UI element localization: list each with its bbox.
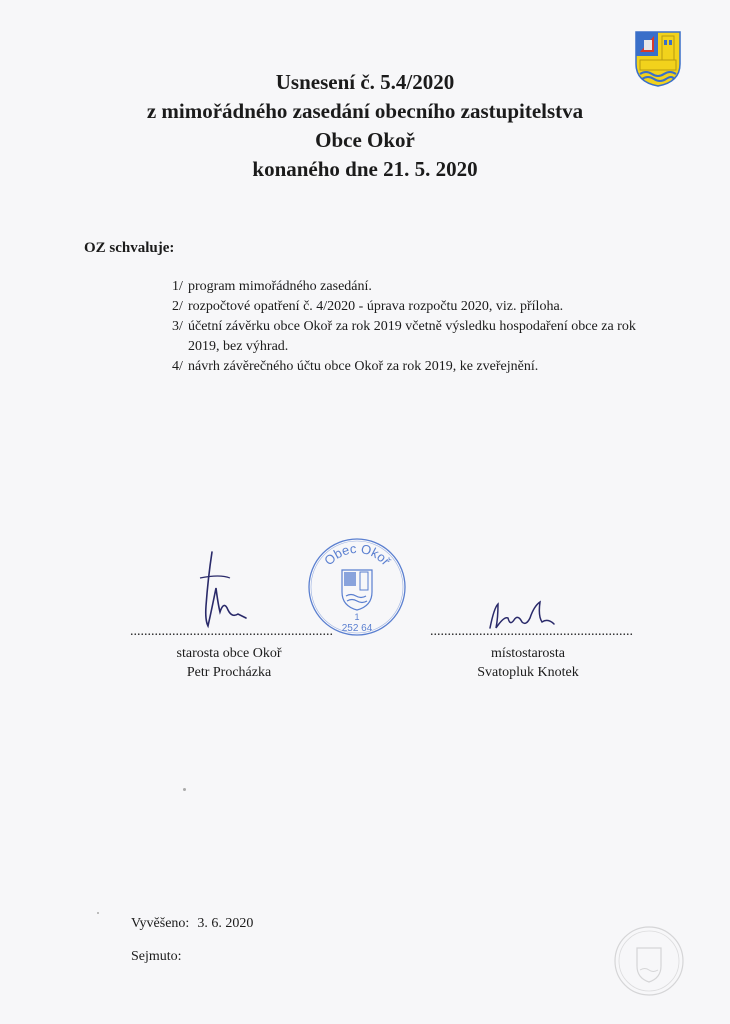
deputy-role: místostarosta: [491, 646, 565, 661]
item-number: 3/: [172, 319, 183, 334]
signature-line-left: ..........................................................: [130, 624, 333, 639]
stamp-postcode: 252 64: [341, 623, 373, 634]
title-line-1: Usnesení č. 5.4/2020: [275, 70, 455, 94]
mayor-name: Petr Procházka: [186, 665, 272, 680]
posted-row: [131, 916, 253, 932]
item-text: účetní závěrku obce Okoř za rok 2019 včetně výsledku hospodaření obce za rok 2019, bez výhrad.: [188, 319, 636, 354]
list-item: [172, 317, 652, 357]
title-line-3: Obce Okoř: [315, 128, 415, 152]
svg-text:Obec Okoř: [321, 541, 394, 569]
paper-speck: [97, 912, 99, 914]
item-text: rozpočtové opatření č. 4/2020 - úprava rozpočtu 2020, viz. příloha.: [188, 299, 564, 314]
mayor-role: starosta obce Okoř: [176, 646, 282, 661]
list-item: [172, 277, 652, 297]
official-stamp-icon: [306, 536, 408, 638]
posted-label: Vyvěšeno:: [131, 916, 190, 931]
embossed-seal-icon: [612, 924, 686, 998]
item-number: 4/: [172, 359, 183, 374]
stamp-number: 1: [354, 612, 360, 622]
resolution-list: [172, 277, 652, 377]
list-item: [172, 357, 652, 377]
item-text: program mimořádného zasedání.: [188, 279, 372, 294]
deputy-name: Svatopluk Knotek: [477, 665, 579, 680]
list-item: [172, 297, 652, 317]
approves-heading: OZ schvaluje:: [84, 240, 175, 256]
deputy-caption: [430, 644, 626, 682]
signature-line-right: ..........................................................: [430, 624, 633, 639]
item-text: návrh závěrečného účtu obce Okoř za rok 2019, ke zveřejnění.: [188, 359, 539, 374]
mayor-caption: [130, 644, 328, 682]
item-number: 2/: [172, 299, 183, 314]
document-title: [0, 68, 730, 184]
removed-label: Sejmuto:: [131, 949, 182, 964]
paper-speck: [183, 788, 186, 791]
title-line-2: z mimořádného zasedání obecního zastupitelstva: [146, 99, 584, 123]
title-line-4: konaného dne 21. 5. 2020: [252, 157, 478, 181]
item-number: 1/: [172, 279, 183, 294]
removed-row: [131, 949, 182, 965]
mayor-signature-icon: [190, 548, 250, 632]
stamp-text: Obec Okoř: [321, 540, 394, 569]
posted-value: 3. 6. 2020: [197, 916, 254, 931]
